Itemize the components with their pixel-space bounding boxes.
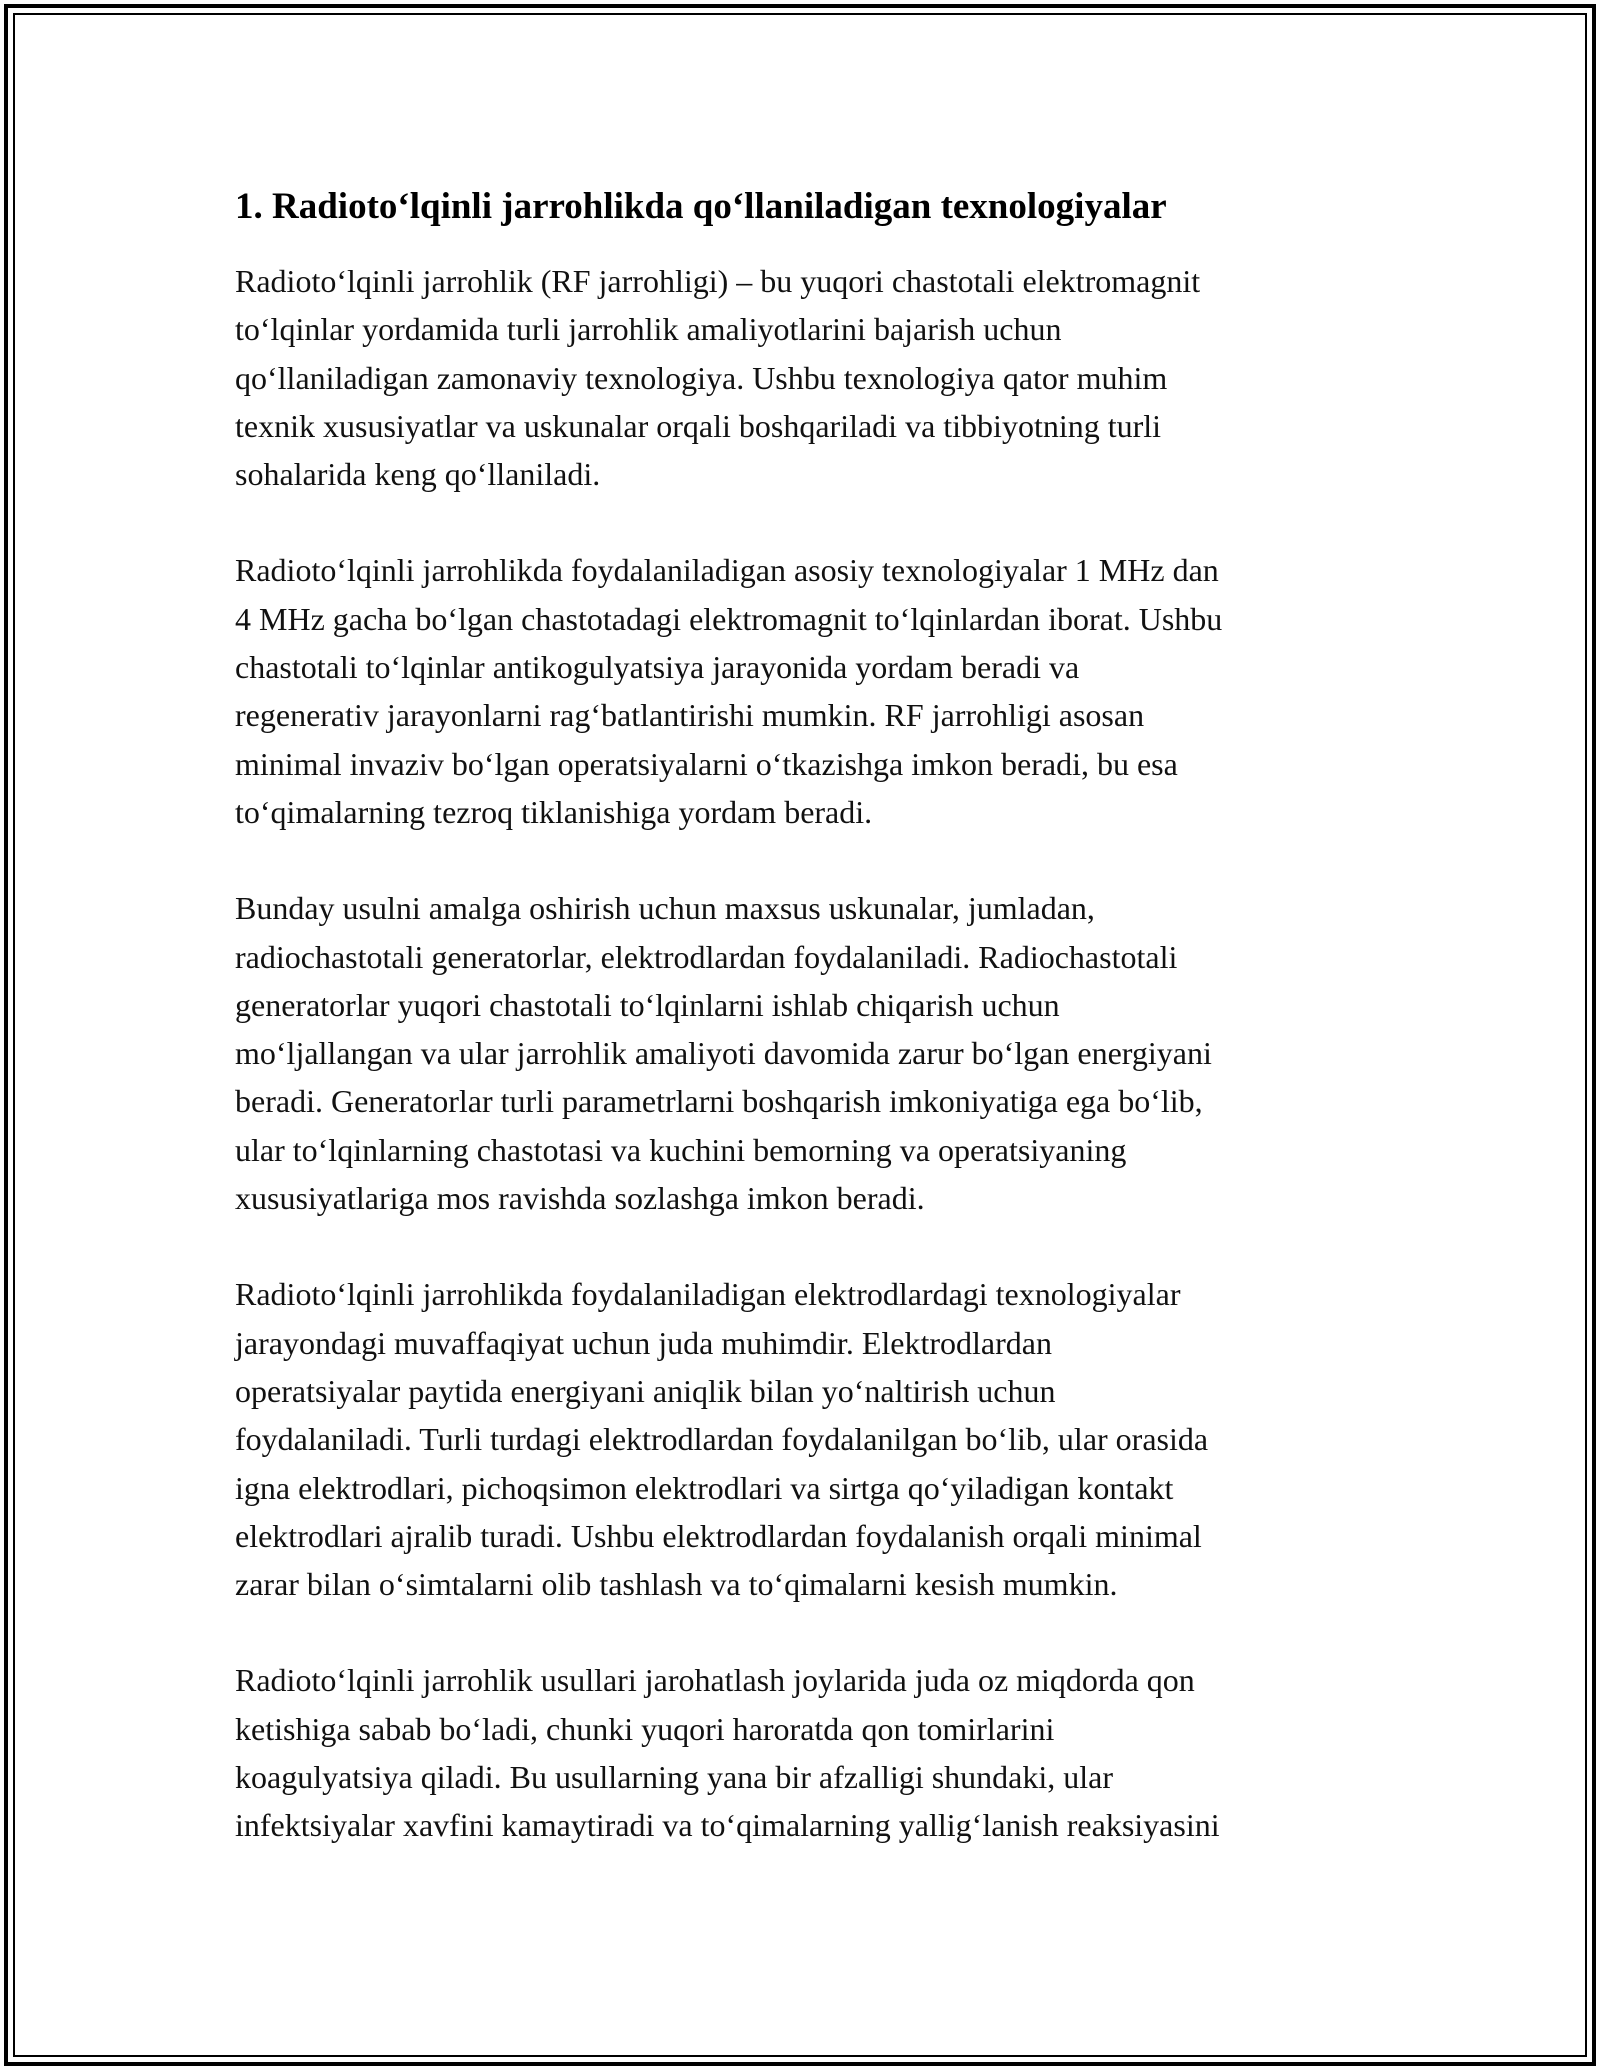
paragraph-line: regenerativ jarayonlarni rag‘batlantirishi mumkin. RF jarrohligi asosan	[235, 697, 1145, 734]
paragraph-line: mo‘ljallangan va ular jarrohlik amaliyoti davomida zarur bo‘lgan energiyani	[235, 1035, 1212, 1072]
paragraph-line: ular to‘lqinlarning chastotasi va kuchini bemorning va operatsiyaning	[235, 1131, 1127, 1168]
paragraph-line: minimal invaziv bo‘lgan operatsiyalarni o‘tkazishga imkon beradi, bu esa	[235, 745, 1178, 782]
paragraph	[235, 1656, 1375, 1849]
paragraph-line: igna elektrodlari, pichoqsimon elektrodlari va sirtga qo‘yiladigan kontakt	[235, 1469, 1174, 1506]
paragraph-line: qo‘llaniladigan zamonaviy texnologiya. Ushbu texnologiya qator muhim	[235, 359, 1168, 396]
document-body	[235, 183, 1375, 1898]
paragraph-line: zarar bilan o‘simtalarni olib tashlash va to‘qimalarni kesish mumkin.	[235, 1566, 1118, 1603]
paragraph-list	[235, 257, 1375, 1850]
section-heading: 1. Radioto‘lqinli jarrohlikda qo‘llaniladigan texnologiyalar	[235, 186, 1167, 227]
paragraph-line: to‘lqinlar yordamida turli jarrohlik amaliyotlarini bajarish uchun	[235, 311, 1062, 348]
paragraph	[235, 884, 1375, 1222]
paragraph	[235, 1270, 1375, 1608]
paragraph-line: Radioto‘lqinli jarrohlik usullari jarohatlash joylarida juda oz miqdorda qon	[235, 1662, 1195, 1699]
paragraph-line: sohalarida keng qo‘llaniladi.	[235, 456, 601, 493]
paragraph-line: jarayondagi muvaffaqiyat uchun juda muhimdir. Elektrodlardan	[235, 1324, 1052, 1361]
paragraph-line: 4 MHz gacha bo‘lgan chastotadagi elektromagnit to‘lqinlardan iborat. Ushbu	[235, 600, 1223, 637]
paragraph-line: texnik xususiyatlar va uskunalar orqali boshqariladi va tibbiyotning turli	[235, 407, 1162, 444]
paragraph-line: chastotali to‘lqinlar antikogulyatsiya jarayonida yordam beradi va	[235, 649, 1080, 686]
paragraph-line: to‘qimalarning tezroq tiklanishiga yordam beradi.	[235, 793, 873, 830]
paragraph-line: Radioto‘lqinli jarrohlik (RF jarrohligi) – bu yuqori chastotali elektromagnit	[235, 263, 1201, 299]
paragraph	[235, 546, 1375, 836]
paragraph-line: xususiyatlariga mos ravishda sozlashga imkon beradi.	[235, 1180, 925, 1217]
paragraph-line: foydalaniladi. Turli turdagi elektrodlardan foydalanilgan bo‘lib, ular orasida	[235, 1421, 1209, 1458]
paragraph-line: beradi. Generatorlar turli parametrlarni boshqarish imkoniyatiga ega bo‘lib,	[235, 1083, 1203, 1120]
paragraph-line: ketishiga sabab bo‘ladi, chunki yuqori haroratda qon tomirlarini	[235, 1710, 1055, 1747]
paragraph-line: infektsiyalar xavfini kamaytiradi va to‘qimalarning yallig‘lanish reaksiyasini	[235, 1807, 1220, 1844]
paragraph-line: Radioto‘lqinli jarrohlikda foydalaniladigan elektrodlardagi texnologiyalar	[235, 1276, 1181, 1313]
paragraph-line: generatorlar yuqori chastotali to‘lqinlarni ishlab chiqarish uchun	[235, 986, 1060, 1023]
paragraph-line: radiochastotali generatorlar, elektrodlardan foydalaniladi. Radiochastotali	[235, 938, 1178, 975]
paragraph	[235, 257, 1375, 498]
paragraph-line: Radioto‘lqinli jarrohlikda foydalaniladigan asosiy texnologiyalar 1 MHz dan	[235, 552, 1219, 589]
paragraph-line: Bunday usulni amalga oshirish uchun maxsus uskunalar, jumladan,	[235, 890, 1095, 927]
paragraph-line: koagulyatsiya qiladi. Bu usullarning yana bir afzalligi shundaki, ular	[235, 1759, 1114, 1796]
paragraph-line: operatsiyalar paytida energiyani aniqlik bilan yo‘naltirish uchun	[235, 1372, 1056, 1409]
paragraph-line: elektrodlari ajralib turadi. Ushbu elektrodlardan foydalanish orqali minimal	[235, 1517, 1202, 1554]
